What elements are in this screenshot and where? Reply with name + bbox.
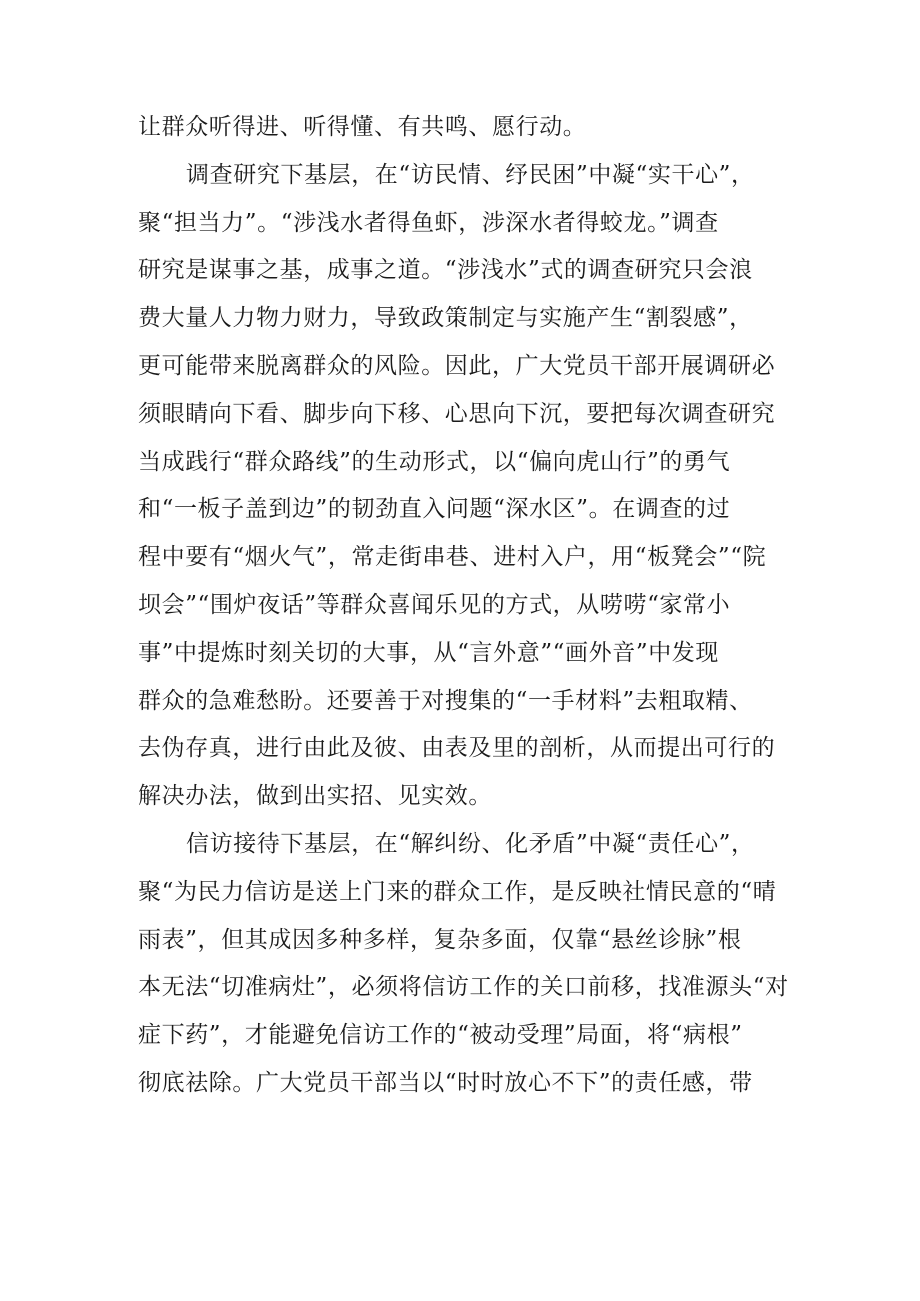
paragraph-start-line: 调查研究下基层，在“访民情、纾民困”中凝“实干心”， bbox=[186, 161, 755, 188]
text-line: 须眼睛向下看、脚步向下移、心思向下沉，要把每次调查研究 bbox=[138, 400, 776, 427]
text-line: 本无法“切准病灶”，必须将信访工作的关口前移，找准源头“对 bbox=[138, 974, 789, 1001]
text-line: 程中要有“烟火气”，常走街串巷、进村入户，用“板凳会”“院 bbox=[138, 544, 767, 571]
text-line: 解决办法，做到出实招、见实效。 bbox=[138, 783, 492, 810]
text-line: 症下药”，才能避免信访工作的“被动受理”局面，将“病根” bbox=[138, 1022, 743, 1049]
text-line: 聚“担当力”。“涉浅水者得鱼虾，涉深水者得蛟龙。”调查 bbox=[138, 209, 719, 236]
text-line: 费大量人力物力财力，导致政策制定与实施产生“割裂感”， bbox=[138, 305, 753, 332]
text-line: 研究是谋事之基，成事之道。“涉浅水”式的调查研究只会浪 bbox=[138, 257, 753, 284]
text-line: 坝会”“围炉夜话”等群众喜闻乐见的方式，从唠唠“家常小 bbox=[138, 591, 731, 618]
text-line: 更可能带来脱离群众的风险。因此，广大党员干部开展调研必 bbox=[138, 352, 776, 379]
paragraph-start-line: 信访接待下基层，在“解纠纷、化矛盾”中凝“责任心”， bbox=[186, 830, 755, 857]
text-line: 雨表”，但其成因多种多样，复杂多面，仅靠“悬丝诊脉”根 bbox=[138, 926, 742, 953]
document-body bbox=[138, 104, 789, 1108]
text-line: 彻底祛除。广大党员干部当以“时时放心不下”的责任感，带 bbox=[138, 1069, 753, 1096]
text-line: 事”中提炼时刻关切的大事，从“言外意”“画外音”中发现 bbox=[138, 639, 719, 666]
text-line: 让群众听得进、听得懂、有共鸣、愿行动。 bbox=[138, 114, 587, 140]
text-line: 群众的急难愁盼。还要善于对搜集的“一手材料”去粗取精、 bbox=[138, 687, 753, 714]
text-line: 聚“为民力信访是送上门来的群众工作，是反映社情民意的“晴 bbox=[138, 878, 777, 905]
text-line: 当成践行“群众路线”的生动形式，以“偏向虎山行”的勇气 bbox=[138, 448, 731, 475]
text-line: 去伪存真，进行由此及彼、由表及里的剖析，从而提出可行的 bbox=[138, 735, 776, 762]
text-line: 和“一板子盖到边”的韧劲直入问题“深水区”。在调查的过 bbox=[138, 496, 731, 523]
